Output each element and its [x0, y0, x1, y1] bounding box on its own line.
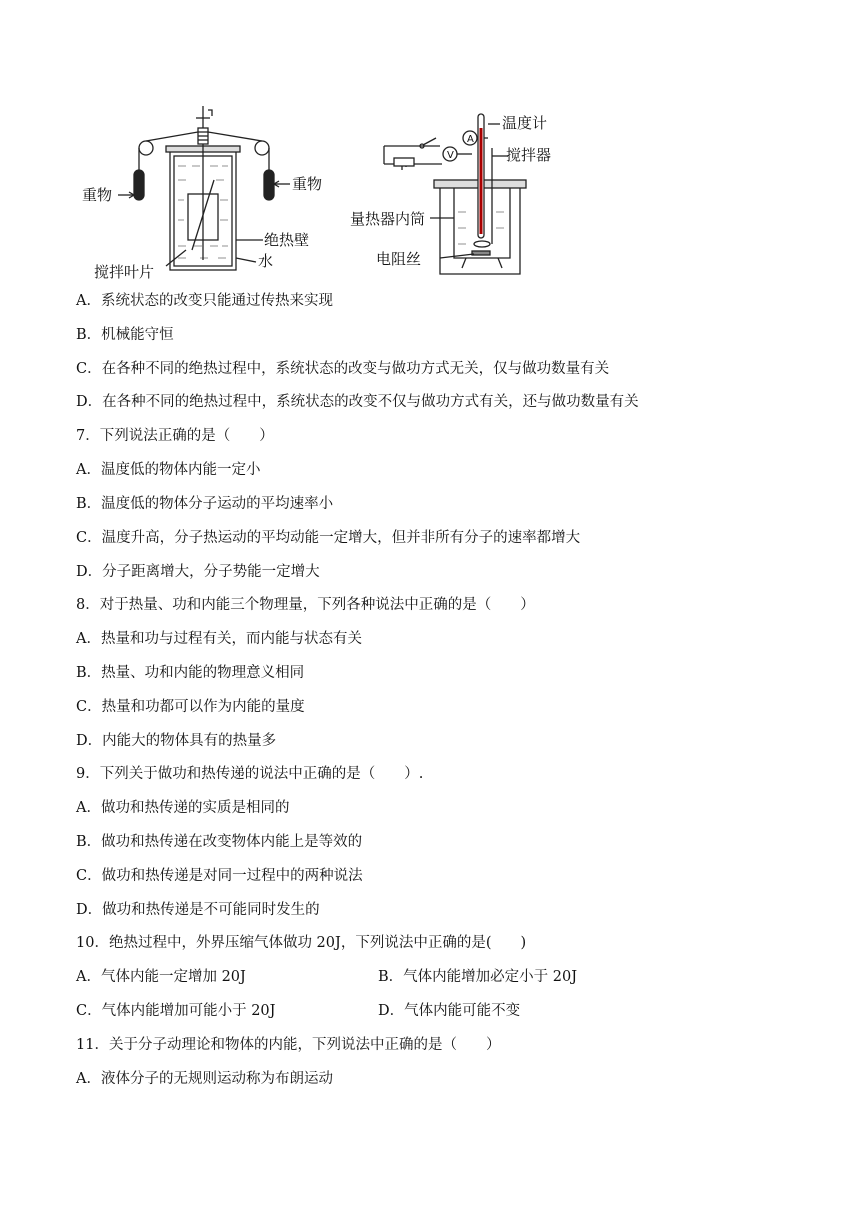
label-inner-cup: 量热器内筒 — [350, 210, 426, 228]
calorimeter-figure — [350, 108, 590, 280]
label-weight-left: 重物 — [82, 186, 113, 204]
q9-stem: 9．下列关于做功和热传递的说法中正确的是（ ）. — [76, 766, 424, 782]
voltmeter-icon: V — [447, 150, 454, 161]
q9-option-b: B．做功和热传递在改变物体内能上是等效的 — [76, 834, 363, 850]
q8-option-a: A．热量和功与过程有关，而内能与状态有关 — [76, 631, 362, 647]
q7-option-d: D．分子距离增大，分子势能一定增大 — [76, 564, 320, 580]
q6-option-a: A．系统状态的改变只能通过传热来实现 — [76, 293, 333, 309]
q7-option-c: C．温度升高，分子热运动的平均动能一定增大，但并非所有分子的速率都增大 — [76, 530, 581, 546]
q10-option-d: D．气体内能可能不变 — [378, 1003, 521, 1019]
label-weight-right: 重物 — [292, 175, 323, 193]
label-paddle: 搅拌叶片 — [94, 263, 155, 281]
label-water: 水 — [258, 252, 274, 270]
q8-option-d: D．内能大的物体具有的热量多 — [76, 733, 277, 749]
label-insulated-wall: 绝热壁 — [264, 231, 310, 249]
q9-option-d: D．做功和热传递是不可能同时发生的 — [76, 902, 320, 918]
q9-option-c: C．做功和热传递是对同一过程中的两种说法 — [76, 868, 363, 884]
q10-option-b: B．气体内能增加必定小于 20J — [378, 969, 578, 985]
q11-stem: 11．关于分子动理论和物体的内能，下列说法中正确的是（ ） — [76, 1037, 501, 1053]
q11-option-a: A．液体分子的无规则运动称为布朗运动 — [76, 1071, 333, 1087]
q6-option-d: D．在各种不同的绝热过程中，系统状态的改变不仅与做功方式有关，还与做功数量有关 — [76, 394, 639, 410]
q10-option-a: A．气体内能一定增加 20J — [76, 969, 246, 985]
q9-option-a: A．做功和热传递的实质是相同的 — [76, 800, 290, 816]
q7-stem: 7．下列说法正确的是（ ） — [76, 428, 274, 444]
q8-option-c: C．热量和功都可以作为内能的量度 — [76, 699, 305, 715]
joule-apparatus-figure — [78, 100, 340, 282]
q7-option-a: A．温度低的物体内能一定小 — [76, 462, 261, 478]
q10-stem: 10．绝热过程中，外界压缩气体做功 20J，下列说法中正确的是( ) — [76, 935, 527, 951]
label-resistor-wire: 电阻丝 — [376, 250, 422, 268]
q7-option-b: B．温度低的物体分子运动的平均速率小 — [76, 496, 334, 512]
q6-option-b: B．机械能守恒 — [76, 327, 174, 343]
ammeter-icon: A — [467, 134, 474, 145]
q10-option-c: C．气体内能增加可能小于 20J — [76, 1003, 276, 1019]
q6-option-c: C．在各种不同的绝热过程中，系统状态的改变与做功方式无关，仅与做功数量有关 — [76, 361, 610, 377]
q8-stem: 8．对于热量、功和内能三个物理量，下列各种说法中正确的是（ ） — [76, 597, 535, 613]
label-thermometer: 温度计 — [502, 114, 548, 132]
q8-option-b: B．热量、功和内能的物理意义相同 — [76, 665, 305, 681]
label-stirrer: 搅拌器 — [506, 146, 552, 164]
